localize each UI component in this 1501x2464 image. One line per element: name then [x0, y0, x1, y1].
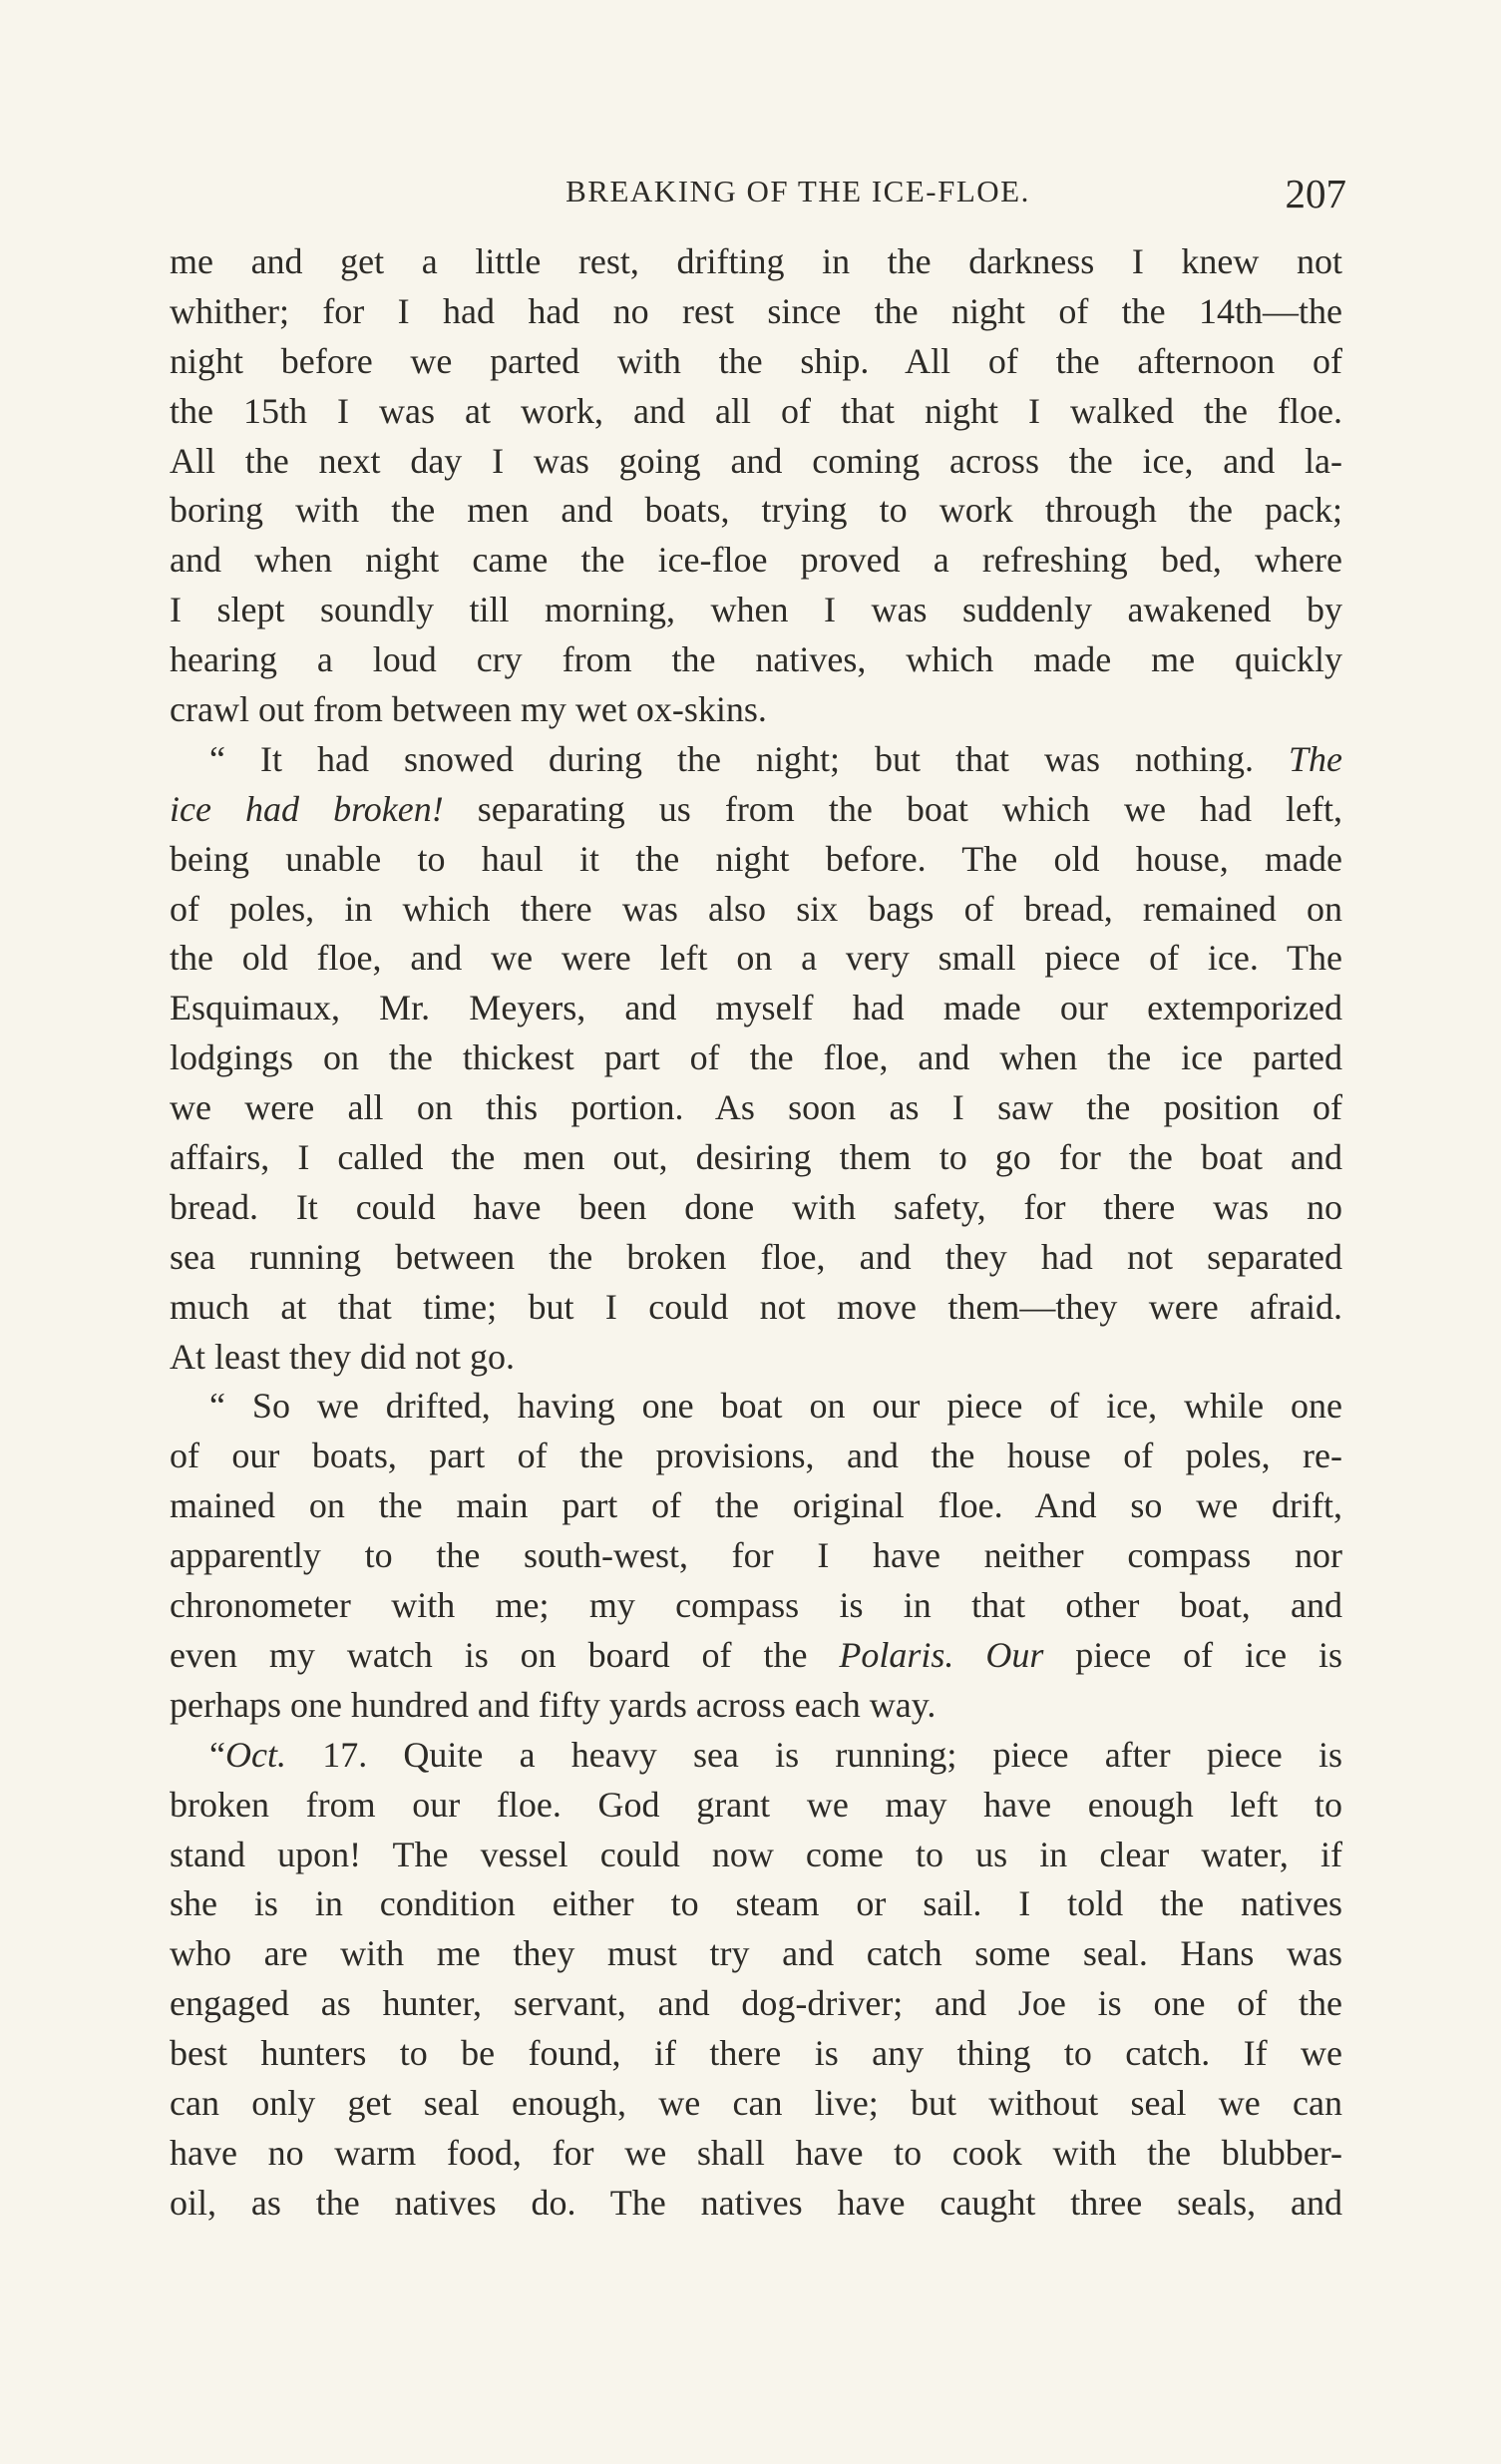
text-line: whither; for I had had no rest since the night of the 14th—the	[170, 290, 1342, 331]
text-line: and when night came the ice-floe proved a refreshing bed, where	[170, 540, 1342, 581]
text-line: I slept soundly till morning, when I was suddenly awakened by	[170, 590, 1342, 630]
text-line: All the next day I was going and coming across the ice, and la-	[170, 440, 1342, 481]
text-line: the 15th I was at work, and all of that night I walked the floe.	[170, 390, 1342, 431]
text-run: piece of ice is	[1075, 1634, 1342, 1675]
text-line: me and get a little rest, drifting in the darkness I knew not	[170, 241, 1342, 281]
text-line: much at that time; but I could not move them—they were afraid.	[170, 1286, 1342, 1327]
text-line: she is in condition either to steam or sail. I told the natives	[170, 1883, 1342, 1924]
text-run: 17. Quite a heavy sea is running; piece after piece is	[322, 1734, 1342, 1775]
text-line: we were all on this portion. As soon as I saw the position of	[170, 1087, 1342, 1128]
text-line: who are with me they must try and catch some seal. Hans was	[170, 1933, 1342, 1974]
italic-text: ice had broken!	[170, 788, 444, 829]
page-header	[170, 170, 1346, 219]
text-line: chronometer with me; my compass is in that other boat, and	[170, 1585, 1342, 1626]
text-line: Esquimaux, Mr. Meyers, and myself had made our extemporized	[170, 988, 1342, 1028]
text-run: “	[209, 1734, 225, 1775]
text-line: perhaps one hundred and fifty yards across each way.	[170, 1684, 937, 1725]
text-line: of poles, in which there was also six bags of bread, remained on	[170, 888, 1342, 929]
text-line: “ So we drifted, having one boat on our piece of ice, while one	[209, 1386, 1342, 1427]
text-line: best hunters to be found, if there is any thing to catch. If we	[170, 2033, 1342, 2074]
text-line: crawl out from between my wet ox-skins.	[170, 689, 767, 730]
italic-text: The	[1289, 738, 1342, 779]
text-line: the old floe, and we were left on a very small piece of ice. The	[170, 938, 1342, 979]
text-line	[170, 735, 1342, 785]
text-line	[170, 785, 1342, 835]
text-line: night before we parted with the ship. All of the afternoon of	[170, 340, 1342, 381]
text-line: oil, as the natives do. The natives have caught three seals, and	[170, 2182, 1342, 2223]
text-line: can only get seal enough, we can live; but without seal we can	[170, 2082, 1342, 2123]
text-run: “ It had snowed during the night; but that was nothing.	[209, 738, 1254, 779]
text-line: lodgings on the thickest part of the floe, and when the ice parted	[170, 1037, 1342, 1078]
text-run: separating us from the boat which we had left,	[477, 788, 1342, 829]
body-text	[170, 237, 1342, 2229]
text-line: broken from our floe. God grant we may have enough left to	[170, 1784, 1342, 1825]
text-line: boring with the men and boats, trying to work through the pack;	[170, 490, 1342, 531]
running-head: BREAKING OF THE ICE-FLOE.	[565, 174, 1030, 208]
text-line: apparently to the south-west, for I have neither compass nor	[170, 1535, 1342, 1576]
text-line: engaged as hunter, servant, and dog-driver; and Joe is one of the	[170, 1983, 1342, 2024]
text-line	[170, 1731, 1342, 1781]
text-line: sea running between the broken floe, and they had not separated	[170, 1236, 1342, 1277]
paragraph	[170, 1382, 1342, 1730]
paragraph	[170, 237, 1342, 735]
text-line: At least they did not go.	[170, 1336, 515, 1377]
page-number: 207	[1285, 171, 1346, 216]
text-line: bread. It could have been done with safety, for there was no	[170, 1186, 1342, 1227]
text-line: hearing a loud cry from the natives, which made me quickly	[170, 639, 1342, 680]
text-line: have no warm food, for we shall have to cook with the blubber-	[170, 2132, 1342, 2173]
text-line: affairs, I called the men out, desiring them to go for the boat and	[170, 1137, 1342, 1178]
paragraph	[170, 1731, 1342, 2229]
text-line: being unable to haul it the night before. The old house, made	[170, 838, 1342, 879]
text-line: stand upon! The vessel could now come to us in clear water, if	[170, 1834, 1342, 1874]
italic-text: Polaris.	[839, 1634, 954, 1675]
text-line: mained on the main part of the original floe. And so we drift,	[170, 1485, 1342, 1526]
italic-text: Our	[985, 1634, 1044, 1675]
text-line	[170, 1631, 1342, 1681]
text-line: of our boats, part of the provisions, and the house of poles, re-	[170, 1436, 1342, 1476]
paragraph	[170, 735, 1342, 1383]
italic-text: Oct.	[224, 1734, 286, 1775]
text-run: even my watch is on board of the	[170, 1634, 808, 1675]
